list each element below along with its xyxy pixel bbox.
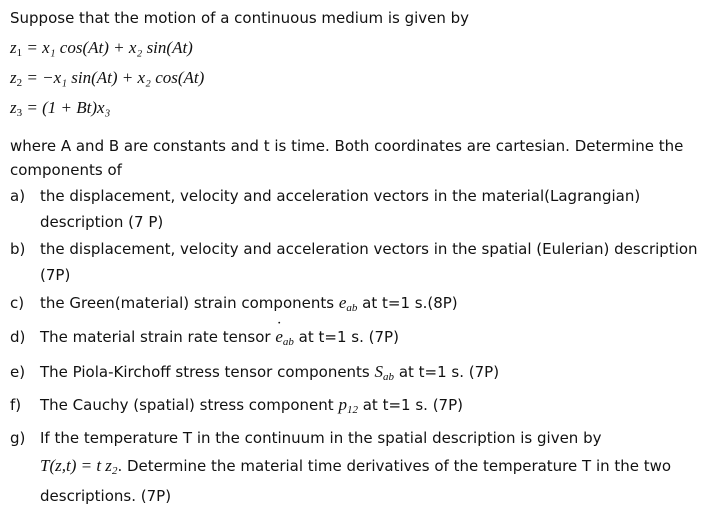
item-a-line2: description (7 P) xyxy=(40,213,164,231)
item-f-marker: f) xyxy=(10,396,22,414)
equation-z2: $z_2 = -x_1$ sin(At) + x₂ cos(At) xyxy=(10,68,205,89)
where-text-line2: components of xyxy=(10,161,122,179)
symbol-p-12: $p_{12}$ xyxy=(338,395,358,416)
symbol-s-ab: $S_{ab}$ xyxy=(374,362,395,383)
item-g-marker: g) xyxy=(10,429,26,447)
item-d-text: The material strain rate tensor ˙ $e_{ab}$ at t=1 s. (7P) xyxy=(40,327,399,347)
intro-text: Suppose that the motion of a continuous medium is given by xyxy=(10,9,470,27)
item-d-marker: d) xyxy=(10,328,26,346)
item-g-line1: If the temperature T in the continuum in the spatial description is given by xyxy=(40,429,602,447)
where-text-line1: where A and B are constants and t is time. Both coordinates are cartesian. Determine the xyxy=(10,137,684,155)
item-a-marker: a) xyxy=(10,187,26,205)
equation-z3: $z_3 = (1 + Bt)x_3$ xyxy=(10,98,111,119)
item-a-line1: the displacement, velocity and acceleration vectors in the material(Lagrangian) xyxy=(40,187,641,205)
item-b-line1: the displacement, velocity and acceleration vectors in the spatial (Eulerian) description xyxy=(40,240,698,258)
equation-z1: $z_1 = x_1$ cos(At) + x₂ sin(At) xyxy=(10,38,193,59)
temperature-formula: T(z,t) = t $z_2$ xyxy=(40,456,118,477)
symbol-e-ab: $e_{ab}$ xyxy=(338,293,358,314)
item-e-text: The Piola-Kirchoff stress tensor components $S_{ab}$ at t=1 s. (7P) xyxy=(40,362,500,383)
item-c-marker: c) xyxy=(10,294,25,312)
item-b-line2: (7P) xyxy=(40,266,71,284)
item-b-marker: b) xyxy=(10,240,26,258)
item-c-text: the Green(material) strain components $e_{ab}$ at t=1 s.(8P) xyxy=(40,293,458,314)
item-g-line2: T(z,t) = t $z_2$. Determine the material time derivatives of the temperature T in the two xyxy=(40,456,672,477)
item-e-marker: e) xyxy=(10,363,26,381)
item-f-text: The Cauchy (spatial) stress component $p_{12}$ at t=1 s. (7P) xyxy=(40,395,463,416)
symbol-e-dot-ab: ˙ $e_{ab}$ xyxy=(275,327,294,346)
item-g-line3: descriptions. (7P) xyxy=(40,487,172,505)
